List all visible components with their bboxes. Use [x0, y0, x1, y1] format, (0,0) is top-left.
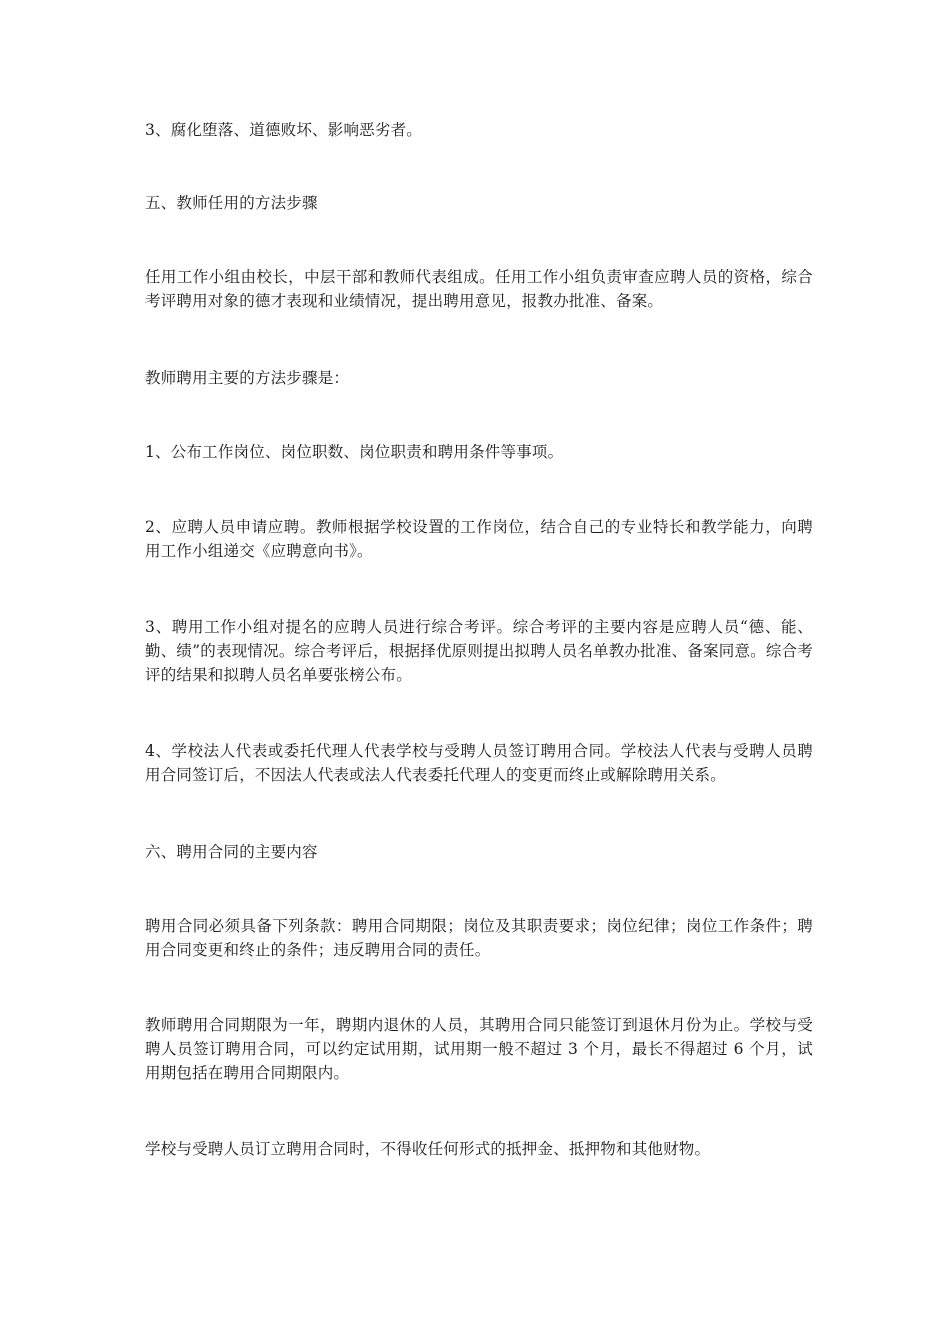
section-heading-six: 六、聘用合同的主要内容 [145, 843, 318, 861]
paragraph-step-4: 4、学校法人代表或委托代理人代表学校与受聘人员签订聘用合同。学校法人代表与受聘人员聘用合同签订后，不因法人代表或法人代表委托代理人的变更而终止或解除聘用关系。 [145, 742, 813, 784]
section-heading-five: 五、教师任用的方法步骤 [145, 194, 318, 212]
paragraph-step-1: 1、公布工作岗位、岗位职数、岗位职责和聘用条件等事项。 [145, 443, 564, 461]
paragraph-no-deposit: 学校与受聘人员订立聘用合同时，不得收任何形式的抵押金、抵押物和其他财物。 [145, 1140, 711, 1158]
paragraph-step-2: 2、应聘人员申请应聘。教师根据学校设置的工作岗位，结合自己的专业特长和教学能力，向聘用工作小组递交《应聘意向书》。 [145, 518, 813, 560]
paragraph-step-3: 3、聘用工作小组对提名的应聘人员进行综合考评。综合考评的主要内容是应聘人员“德、能、勤、绩”的表现情况。综合考评后，根据择优原则提出拟聘人员名单教办批准、备案同意。综合考评的结果和拟聘人员名单要张榜公布。 [145, 618, 813, 684]
paragraph-item-3-misconduct: 3、腐化堕落、道德败坏、影响恶劣者。 [145, 121, 422, 139]
paragraph-working-group: 任用工作小组由校长，中层干部和教师代表组成。任用工作小组负责审查应聘人员的资格，综合考评聘用对象的德才表现和业绩情况，提出聘用意见，报教办批准、备案。 [145, 268, 813, 310]
paragraph-contract-clauses: 聘用合同必须具备下列条款：聘用合同期限；岗位及其职责要求；岗位纪律；岗位工作条件；聘用合同变更和终止的条件；违反聘用合同的责任。 [145, 917, 813, 959]
paragraph-method-intro: 教师聘用主要的方法步骤是： [145, 369, 350, 387]
paragraph-contract-term: 教师聘用合同期限为一年，聘期内退休的人员，其聘用合同只能签订到退休月份为止。学校与受聘人员签订聘用合同，可以约定试用期，试用期一般不超过 3 个月，最长不得超过 6 个月，试用期包括在聘用合同期限内。 [145, 1016, 813, 1082]
